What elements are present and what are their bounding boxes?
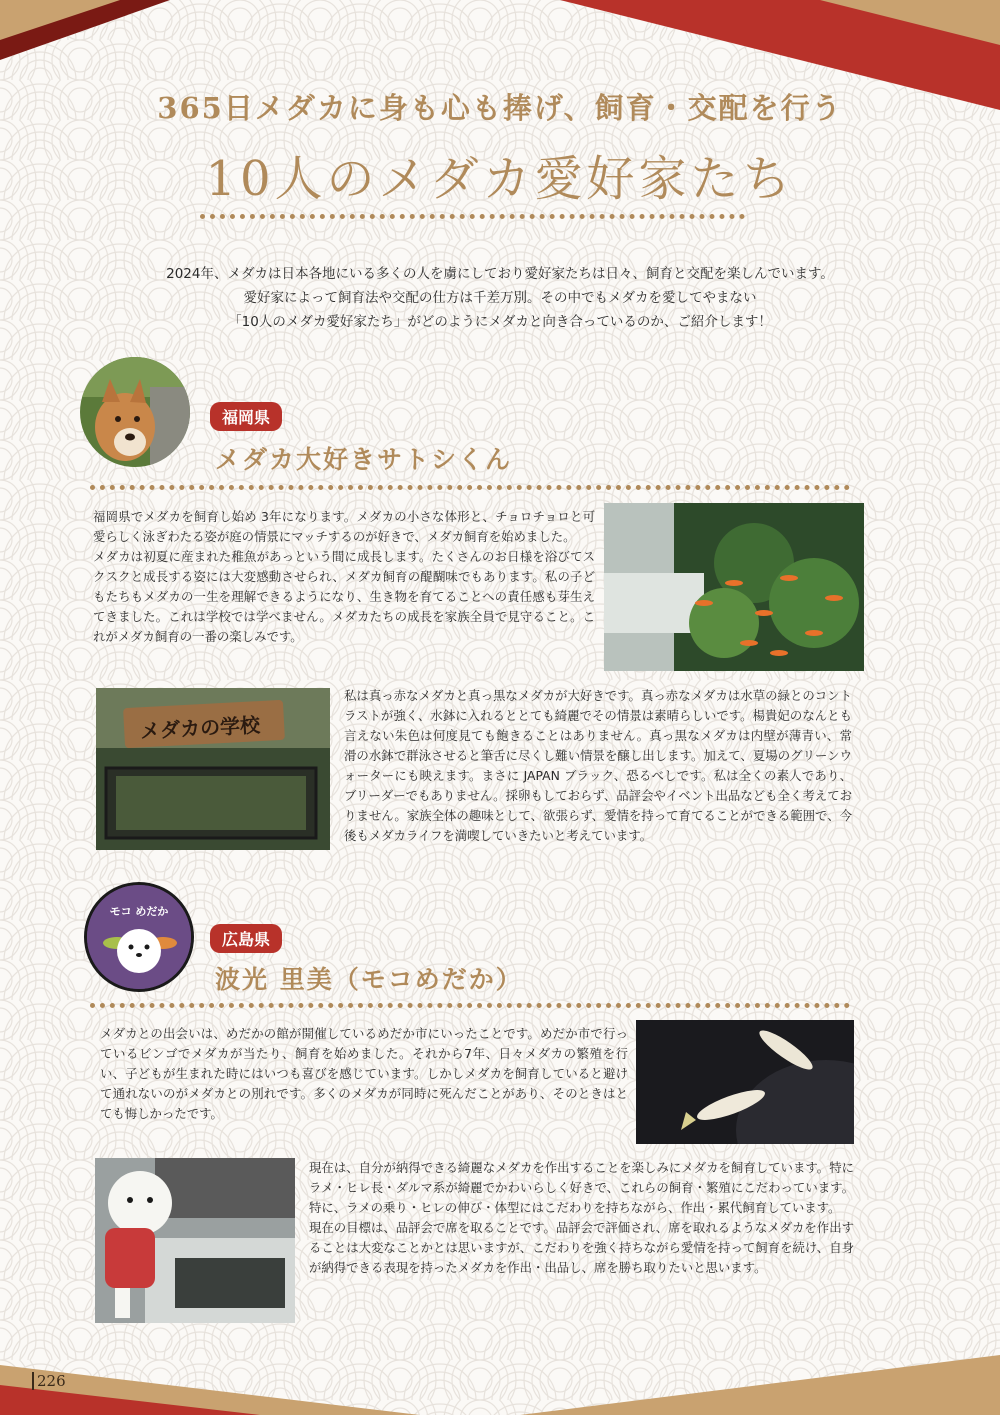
intro-text [80, 262, 920, 334]
profile-2-name: 波光 里美（モコめだか） [215, 965, 523, 994]
profile-2-photo-dog-with-tanks [95, 1158, 295, 1323]
profile-2-paragraph-2: 現在は、自分が納得できる綺麗なメダカを作出することを楽しみにメダカを飼育しています。特にラメ・ヒレ長・ダルマ系が綺麗でかわいらしく好きで、これらの飼育・繁殖にこだわっています。特に、ラメの乗り・ヒレの伸び・体型にはこだわりを持ちながら、作出・累代飼育しています。 現在の目標は、品評会で席を取ることです。品評会で評価され、席を取れるようなメダカを作出することは大変なことかとは思いますが、こだわりを強く持ちながら愛情を持って飼育を続け、自身が納得できる表現を持ったメダカを作出・出品し、席を勝ち取りたいと思います。 [309, 1160, 854, 1275]
bottom-corner-decoration [0, 1335, 1000, 1415]
intro-line-2: 愛好家によって飼育法や交配の仕方は千差万別。その中でもメダカを愛してやまない [243, 290, 757, 306]
avatar-logo-label: モコ めだか [109, 905, 169, 918]
intro-line-1: 2024年、メダカは日本各地にいる多くの人を虜にしており愛好家たちは日々、飼育と交配を楽しんでいます。 [166, 266, 834, 282]
intro-line-3: 「10人のメダカ愛好家たち」がどのようにメダカと向き合っているのか、ご紹介します！ [228, 314, 772, 330]
profile-1-divider [90, 485, 850, 490]
profile-1-photo-medaka-pond [604, 503, 864, 671]
page-number: 226 [32, 1372, 66, 1390]
page-subtitle: 365日メダカに身も心も捧げ、飼育・交配を行う [157, 91, 843, 125]
profile-1-name: メダカ大好きサトシくん [215, 445, 513, 474]
profile-1-prefecture-badge: 福岡県 [210, 402, 282, 431]
profile-2-photo-white-medaka [636, 1020, 854, 1144]
shiba-dog-photo [80, 357, 190, 467]
school-sign-text: メダカの学校 [139, 712, 261, 744]
page-title: 10人のメダカ愛好家たち [205, 151, 795, 207]
profile-2-divider [90, 1003, 850, 1008]
profile-1-avatar [80, 357, 190, 467]
profile-2-paragraph-1: メダカとの出会いは、めだかの館が開催しているめだか市にいったことです。めだか市で行っているビンゴでメダカが当たり、飼育を始めました。それから7年、日々メダカの繁殖を行い、子どもが生まれた時にはいつも喜びを感じています。しかしメダカを飼育していると避けて通れないのがメダカとの別れです。多くのメダカが同時に死んだことがあり、そのときはとても悔しかったです。 [100, 1026, 628, 1121]
moko-medaka-logo [87, 885, 191, 989]
title-divider [200, 214, 745, 219]
profile-1-paragraph-1: 福岡県でメダカを飼育し始め 3年になります。メダカの小さな体形と、チョロチョロと可愛らしく泳ぎわたる姿が庭の情景にマッチするのが好きで、メダカ飼育を始めました。 メダカは初夏に産まれた稚魚があっという間に成長します。たくさんのお日様を浴びてスクスクと成長する姿には大変感動させられ、メダカ飼育の醍醐味でもあります。私の子どもたちもメダカの一生を理解できるようになり、生き物を育てることへの責任感も芽生えてきました。これは学校では学べません。メダカたちの成長を家族全員で見守ること。これがメダカ飼育の一番の楽しみです。 [93, 509, 595, 644]
profile-1-paragraph-2: 私は真っ赤なメダカと真っ黒なメダカが大好きです。真っ赤なメダカは水草の緑とのコントラストが強く、水鉢に入れるととても綺麗でその情景は素晴らしいです。楊貴妃のなんとも言えない朱色は何度見ても飽きることはありません。真っ黒なメダカは内壁が薄青い、常滑の水鉢で群泳させると筆舌に尽くし難い情景を醸し出します。加えて、夏場のグリーンウォーターにも映えます。まさに JAPAN ブラック、恐るべしです。私は全くの素人であり、ブリーダーでもありません。採卵もしておらず、品評会やイベント出品なども全く考えておりません。家族全体の趣味として、欲張らず、愛情を持って育てることができる範囲で、今後もメダカライフを満喫していきたいと考えています。 [344, 688, 852, 843]
profile-2-avatar [84, 882, 194, 992]
profile-2-prefecture-badge: 広島県 [210, 924, 282, 953]
